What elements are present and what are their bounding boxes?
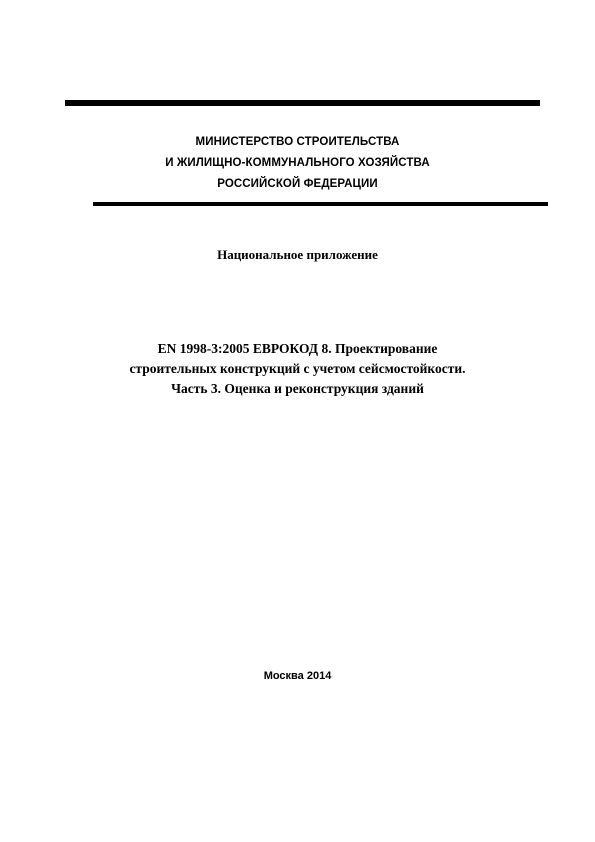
ministry-line-3: РОССИЙСКОЙ ФЕДЕРАЦИИ: [217, 178, 378, 190]
ministry-line-2: И ЖИЛИЩНО-КОММУНАЛЬНОГО ХОЗЯЙСТВА: [165, 157, 430, 169]
header-divider: [93, 202, 548, 206]
ministry-line-1: МИНИСТЕРСТВО СТРОИТЕЛЬСТВА: [195, 136, 400, 148]
document-title-line-1: EN 1998-3:2005 ЕВРОКОД 8. Проектирование: [157, 341, 438, 356]
annex-label: Национальное приложение: [217, 247, 378, 262]
ministry-header: [0, 132, 595, 195]
document-title: [0, 339, 595, 399]
document-title-line-2: строительных конструкций с учетом сейсмостойкости.: [129, 361, 466, 376]
top-divider: [65, 100, 540, 106]
document-title-line-3: Часть 3. Оценка и реконструкция зданий: [171, 381, 424, 396]
city-year: Москва 2014: [263, 670, 332, 682]
